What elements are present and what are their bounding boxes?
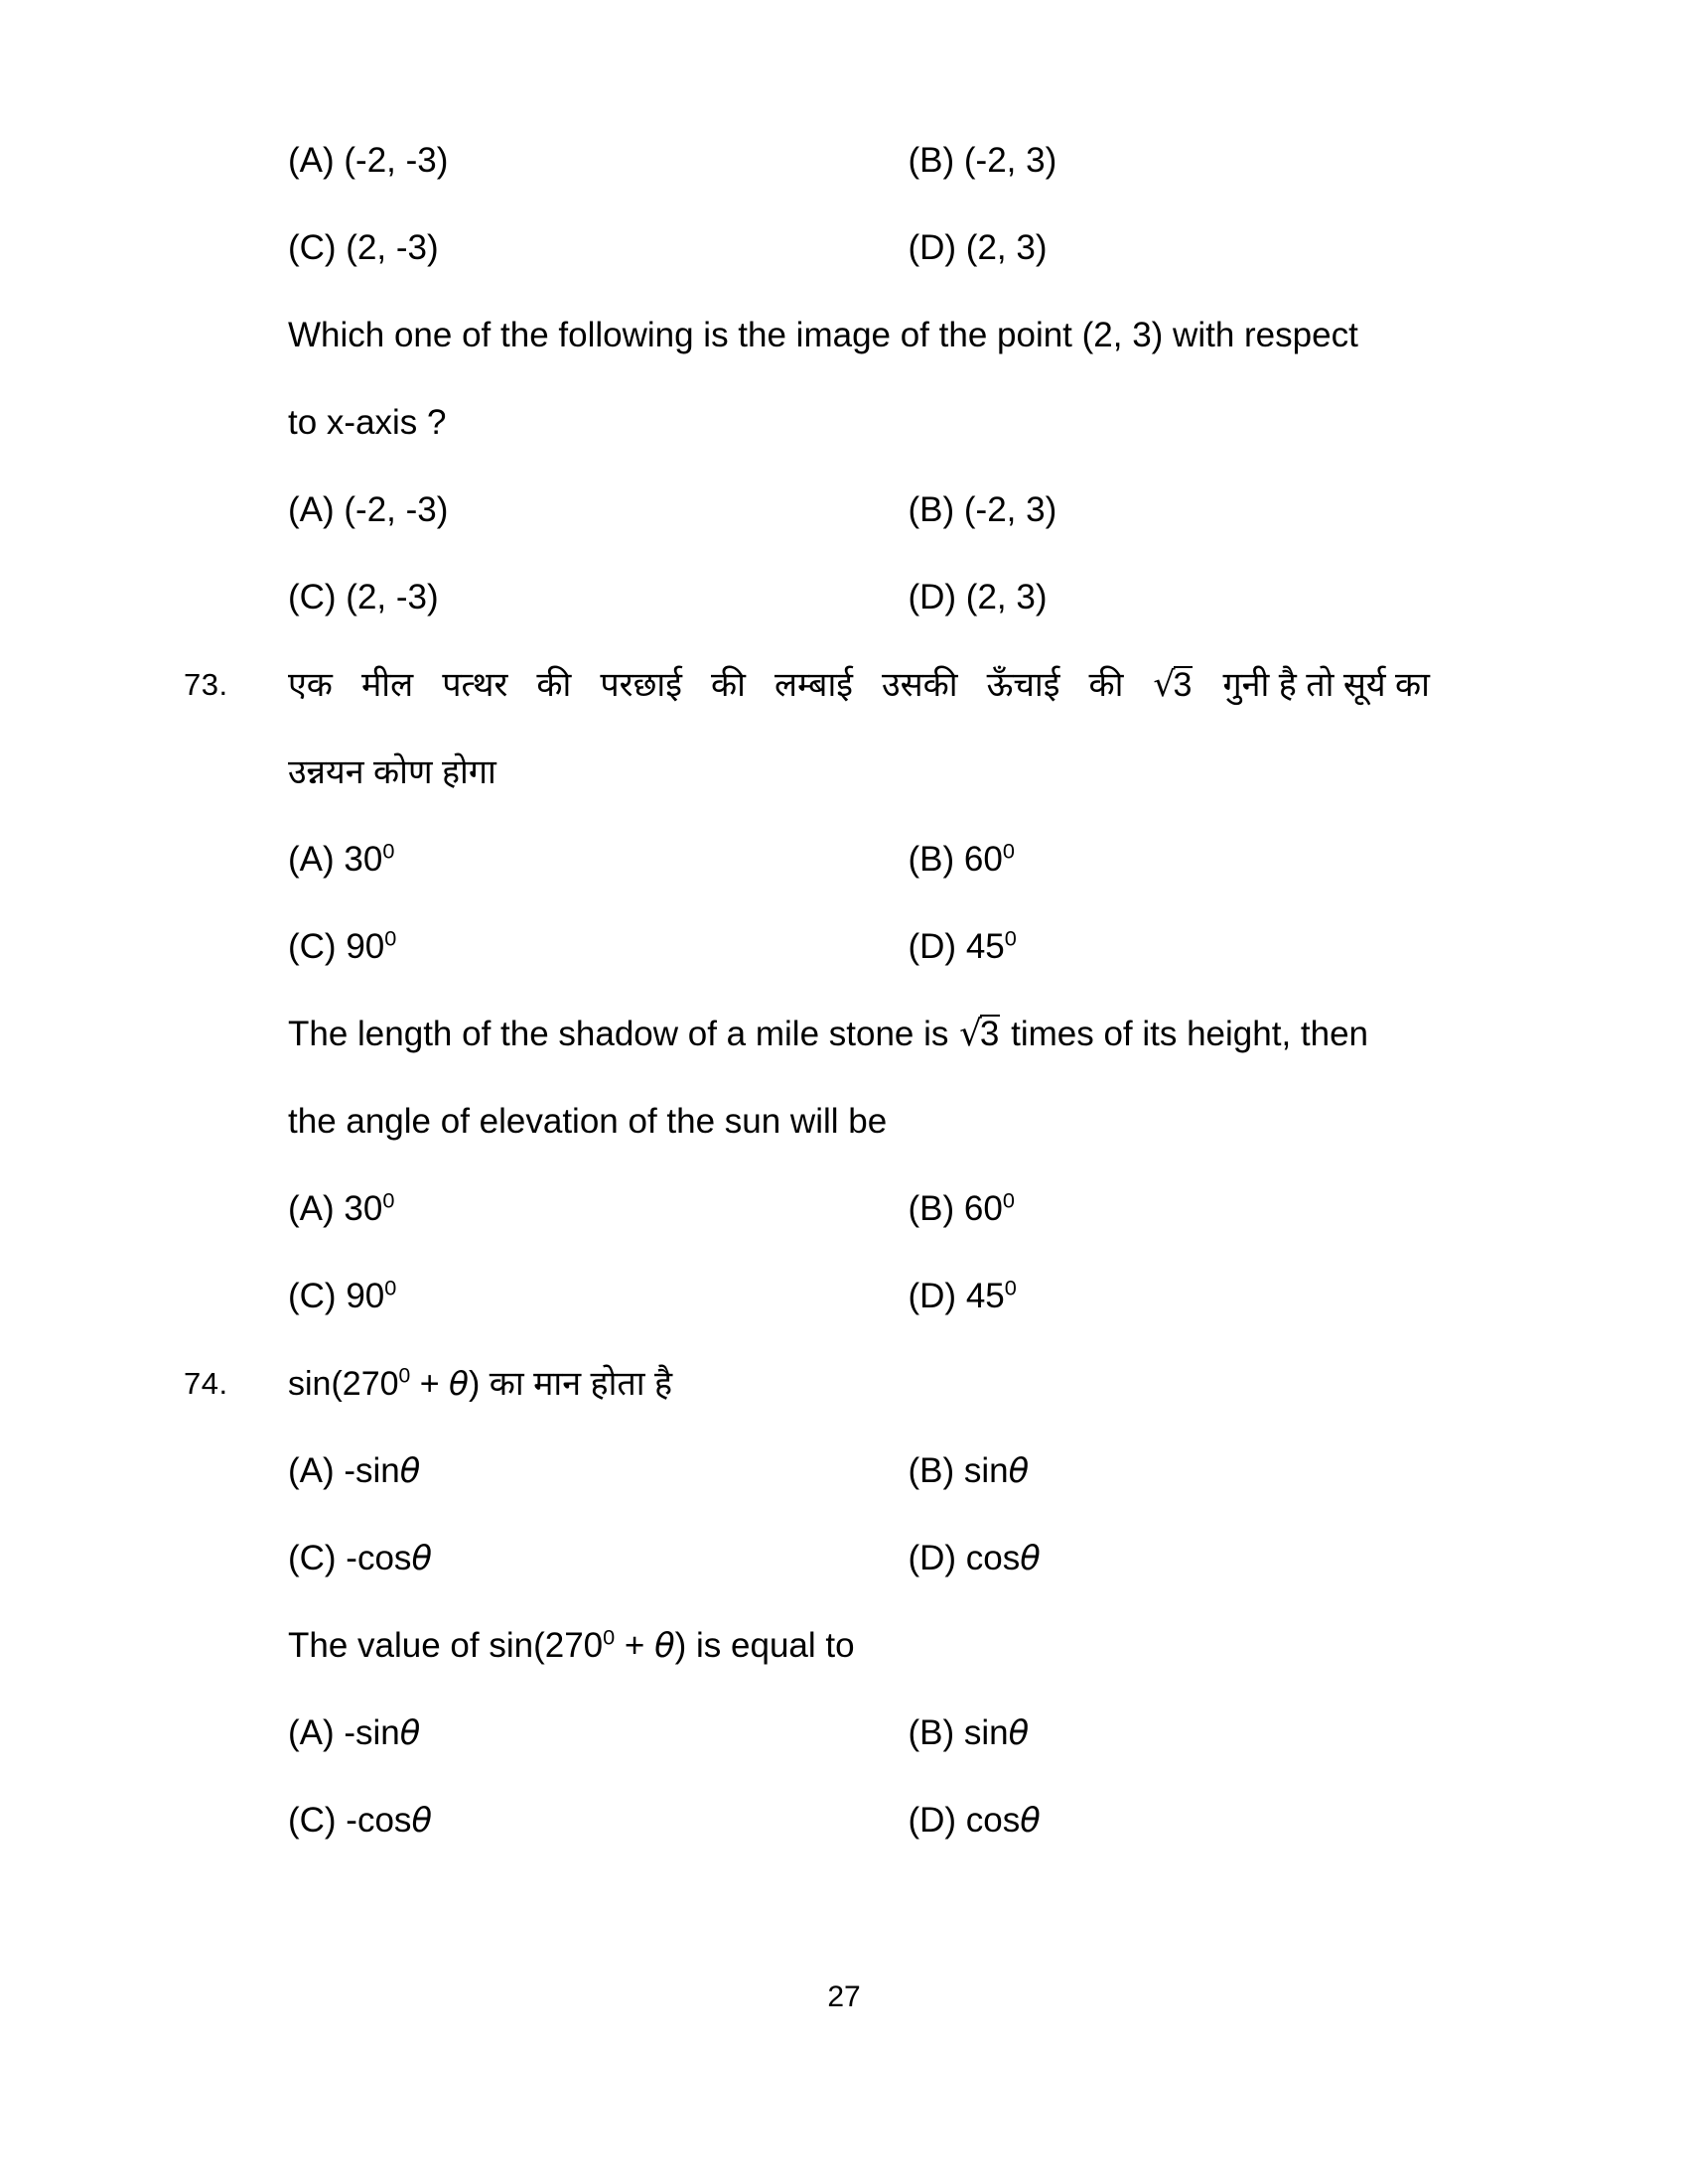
- option-label: (B) sin: [908, 1451, 1009, 1490]
- question-text-line: Which one of the following is the image of the point (2, 3) with respect: [288, 316, 1358, 354]
- carryover-question-english: [184, 292, 1504, 467]
- question-73-english-line1: [184, 991, 1504, 1078]
- option-a[interactable]: (A) (-2, -3): [288, 490, 449, 529]
- question-74-hindi-option-c[interactable]: [288, 1515, 897, 1602]
- question-74-english-option-a[interactable]: [288, 1690, 897, 1777]
- option-row: [184, 1428, 1504, 1515]
- question-73-hindi-option-a[interactable]: [288, 816, 897, 903]
- question-74: [184, 1340, 1504, 1864]
- option-b[interactable]: (B) (-2, 3): [908, 141, 1057, 180]
- question-74-number: 74.: [184, 1366, 228, 1401]
- question-text-line: to x-axis ?: [288, 403, 447, 442]
- option-c[interactable]: (C) (2, -3): [288, 578, 439, 616]
- square-root-symbol: √3: [959, 1014, 1000, 1054]
- option-row: [184, 1690, 1504, 1777]
- degree-superscript: 0: [384, 1275, 397, 1300]
- option-row: [184, 467, 1504, 554]
- option-value: 60: [963, 840, 1003, 879]
- radicand: 3: [979, 1015, 1000, 1053]
- option-label: (A): [288, 1189, 335, 1228]
- english-text: The length of the shadow of a mile stone is: [288, 1015, 949, 1053]
- question-73-hindi-line1: [288, 641, 1504, 729]
- theta-symbol: θ: [399, 1451, 421, 1490]
- degree-superscript: 0: [1002, 1187, 1015, 1213]
- theta-symbol: θ: [1008, 1451, 1030, 1490]
- question-73-english-option-b[interactable]: [897, 1165, 1517, 1253]
- option-label: (D): [908, 1277, 957, 1315]
- hindi-word: की: [536, 666, 572, 704]
- question-73-hindi-first-line: [184, 641, 1504, 816]
- question-74-stem-row: [184, 1340, 1504, 1428]
- theta-symbol: θ: [1020, 1539, 1041, 1577]
- degree-superscript: 0: [603, 1624, 616, 1650]
- theta-symbol: θ: [1020, 1801, 1041, 1840]
- question-73-number: 73.: [184, 667, 228, 702]
- degree-superscript: 0: [1002, 838, 1015, 864]
- hindi-word: उसकी: [882, 666, 958, 704]
- formula-text: sin(270: [288, 1365, 399, 1403]
- hindi-word: की: [1088, 666, 1124, 704]
- option-c[interactable]: (C) (2, -3): [288, 228, 439, 267]
- option-value: 30: [344, 1189, 383, 1228]
- option-label: (A): [288, 840, 335, 879]
- hindi-word: पत्थर: [442, 666, 508, 704]
- question-74-hindi-stem: [288, 1340, 1504, 1428]
- page-number: 27: [827, 1980, 861, 2013]
- theta-symbol: θ: [411, 1539, 432, 1577]
- option-row: [184, 1777, 1504, 1864]
- degree-superscript: 0: [1004, 1275, 1017, 1300]
- question-74-english-option-d[interactable]: [897, 1777, 1517, 1864]
- option-value: 90: [346, 1277, 385, 1315]
- degree-superscript: 0: [1004, 925, 1017, 951]
- question-73: [184, 641, 1504, 1340]
- hindi-text: ) का मान होता है: [468, 1365, 673, 1403]
- carryover-options-block-1: [184, 117, 1504, 292]
- option-row: [184, 554, 1504, 641]
- degree-superscript: 0: [384, 925, 397, 951]
- hindi-word: लम्बाई: [774, 666, 853, 704]
- option-label: (D) cos: [908, 1801, 1021, 1840]
- option-value: 90: [346, 927, 385, 966]
- option-b[interactable]: (B) (-2, 3): [908, 490, 1057, 529]
- option-row: [184, 1515, 1504, 1602]
- question-74-english-option-b[interactable]: [897, 1690, 1517, 1777]
- option-label: (C): [288, 1277, 337, 1315]
- option-value: 45: [965, 927, 1005, 966]
- question-73-english-option-d[interactable]: [897, 1253, 1517, 1340]
- carryover-options-block-2: [184, 467, 1504, 641]
- option-d[interactable]: (D) (2, 3): [908, 578, 1048, 616]
- option-row: [184, 117, 1504, 205]
- english-text: ) is equal to: [674, 1626, 855, 1665]
- degree-superscript: 0: [382, 1187, 395, 1213]
- square-root-symbol: √3: [1153, 665, 1193, 705]
- theta-symbol: θ: [654, 1626, 675, 1665]
- hindi-word: ऊँचाई: [986, 666, 1060, 704]
- radicand: 3: [1173, 666, 1193, 704]
- degree-superscript: 0: [398, 1364, 411, 1388]
- option-label: (C) -cos: [288, 1801, 412, 1840]
- option-label: (D): [908, 927, 957, 966]
- option-label: (B): [908, 840, 955, 879]
- option-row: [184, 1253, 1504, 1340]
- degree-superscript: 0: [382, 838, 395, 864]
- hindi-word: परछाई: [600, 666, 682, 704]
- hindi-word: की: [710, 666, 746, 704]
- option-label: (D) cos: [908, 1539, 1021, 1577]
- formula-text: The value of sin(270: [288, 1626, 604, 1665]
- question-74-hindi-option-d[interactable]: [897, 1515, 1517, 1602]
- theta-symbol: θ: [449, 1365, 469, 1403]
- option-label: (A) -sin: [288, 1713, 400, 1752]
- english-text: times of its height, then: [1011, 1015, 1369, 1053]
- question-74-english-option-c[interactable]: [288, 1777, 897, 1864]
- option-row: [184, 1165, 1504, 1253]
- option-row: [184, 205, 1504, 292]
- question-73-hindi-option-c[interactable]: [288, 903, 897, 991]
- question-73-hindi-line2: उन्नयन कोण होगा: [288, 753, 496, 791]
- theta-symbol: θ: [1008, 1713, 1030, 1752]
- formula-text: +: [615, 1626, 655, 1665]
- option-label: (C) -cos: [288, 1539, 412, 1577]
- question-73-hindi-option-b[interactable]: [897, 816, 1517, 903]
- theta-symbol: θ: [399, 1713, 421, 1752]
- option-label: (B): [908, 1189, 955, 1228]
- option-row: [184, 903, 1504, 991]
- option-value: 60: [963, 1189, 1003, 1228]
- hindi-word: मील: [360, 666, 414, 704]
- theta-symbol: θ: [411, 1801, 432, 1840]
- option-d[interactable]: (D) (2, 3): [908, 228, 1048, 267]
- question-74-hindi-option-b[interactable]: [897, 1428, 1517, 1515]
- question-73-hindi-option-d[interactable]: [897, 903, 1517, 991]
- option-row: [184, 816, 1504, 903]
- question-73-english-option-c[interactable]: [288, 1253, 897, 1340]
- option-value: 45: [965, 1277, 1005, 1315]
- option-value: 30: [344, 840, 383, 879]
- page-content: [184, 117, 1504, 1864]
- formula-text: +: [410, 1365, 449, 1403]
- question-74-hindi-option-a[interactable]: [288, 1428, 897, 1515]
- hindi-word: एक: [288, 666, 333, 704]
- question-74-english-stem: [184, 1602, 1504, 1690]
- question-73-english-option-a[interactable]: [288, 1165, 897, 1253]
- option-a[interactable]: (A) (-2, -3): [288, 141, 449, 180]
- option-label: (C): [288, 927, 337, 966]
- hindi-tail: गुनी है तो सूर्य का: [1222, 666, 1430, 704]
- option-label: (A) -sin: [288, 1451, 400, 1490]
- question-73-english-line2: the angle of elevation of the sun will be: [288, 1102, 888, 1141]
- option-label: (B) sin: [908, 1713, 1009, 1752]
